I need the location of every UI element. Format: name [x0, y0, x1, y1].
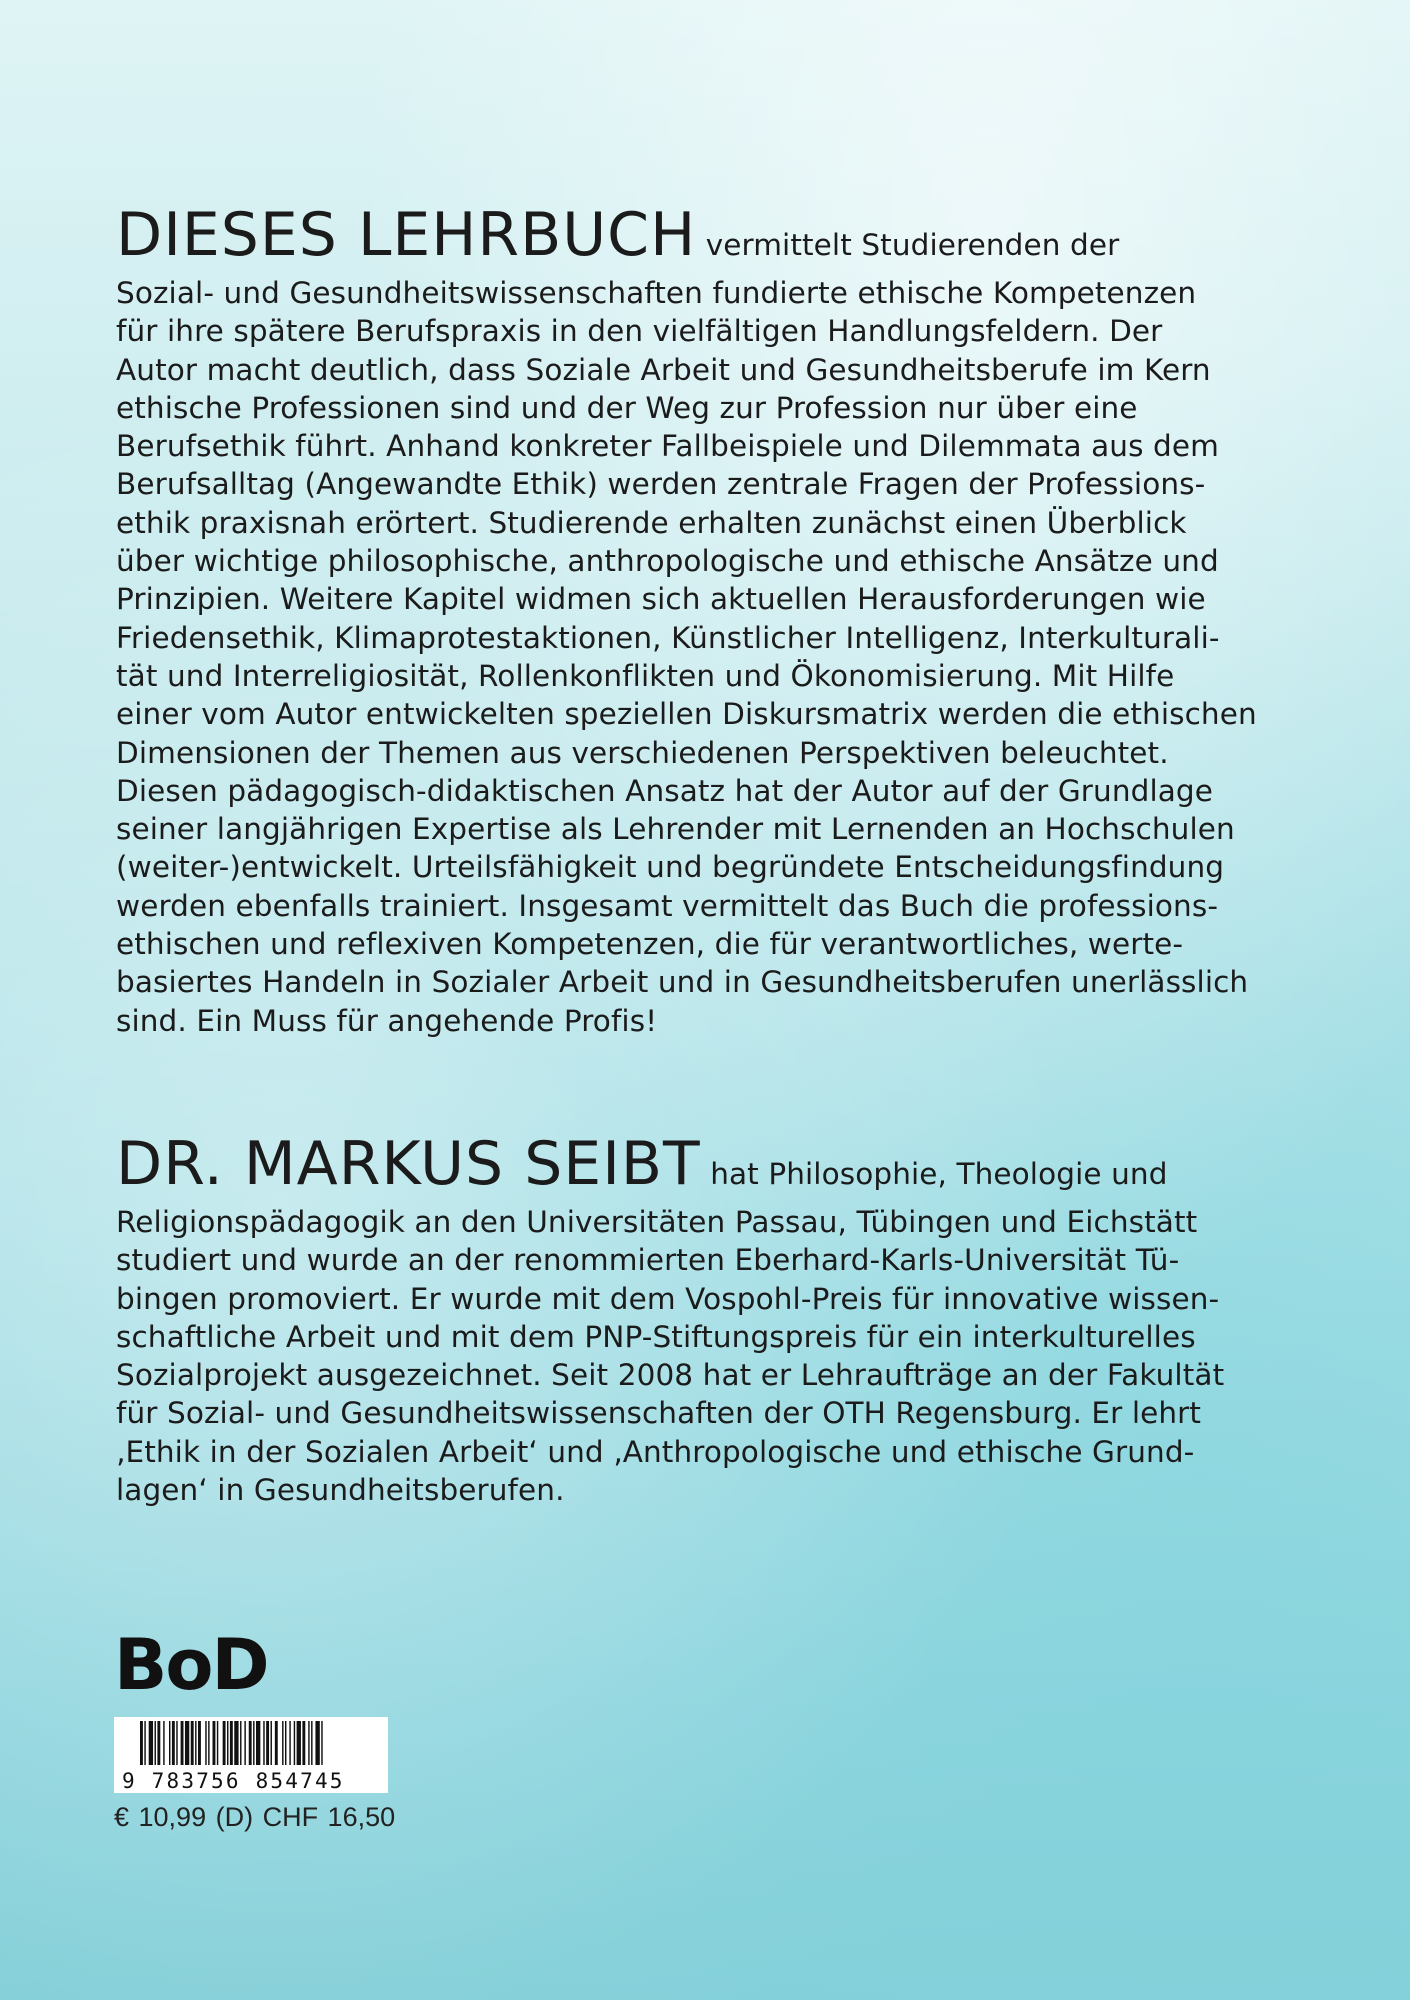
- blurb-line: ethik praxisnah erörtert. Studierende erhalten zunächst einen Überblick: [116, 505, 1187, 540]
- blurb-first-rest: vermittelt Studierenden der: [705, 228, 1120, 262]
- blurb-line: Berufsalltag (Angewandte Ethik) werden zentrale Fragen der Professions-: [116, 467, 1206, 502]
- author-line: studiert und wurde an der renommierten Eberhard-Karls-Universität Tü-: [116, 1243, 1180, 1278]
- author-line: ‚Ethik in der Sozialen Arbeit‘ und ‚Anthropologische und ethische Grund-: [116, 1434, 1195, 1469]
- isbn-barcode: [114, 1717, 388, 1793]
- blurb-line: Prinzipien. Weitere Kapitel widmen sich aktuellen Herausforderungen wie: [116, 582, 1206, 617]
- blurb-line: (weiter-)entwickelt. Urteilsfähigkeit und begründete Entscheidungsfindung: [116, 850, 1225, 885]
- publisher-logo: BoD: [114, 1624, 268, 1706]
- author-line: Sozialprojekt ausgezeichnet. Seit 2008 hat er Lehraufträge an der Fakultät: [116, 1358, 1225, 1393]
- blurb-line: Friedensethik, Klimaprotestaktionen, Künstlicher Intelligenz, Interkulturali-: [116, 620, 1220, 655]
- price-label: € 10,99 (D) CHF 16,50: [114, 1802, 396, 1832]
- blurb-line: über wichtige philosophische, anthropologische und ethische Ansätze und: [116, 544, 1219, 579]
- blurb-line: werden ebenfalls trainiert. Insgesamt vermittelt das Buch die professions-: [116, 888, 1219, 923]
- author-name: DR. MARKUS SEIBT: [116, 1129, 701, 1199]
- blurb-first-line: [116, 200, 1306, 274]
- blurb-line: basiertes Handeln in Sozialer Arbeit und in Gesundheitsberufen unerlässlich: [116, 965, 1249, 1000]
- author-bio: [116, 1129, 1306, 1509]
- author-line: bingen promoviert. Er wurde mit dem Vospohl-Preis für innovative wissen-: [116, 1281, 1220, 1316]
- blurb-line: für ihre spätere Berufspraxis in den vielfältigen Handlungsfeldern. Der: [116, 314, 1163, 349]
- blurb-line: Sozial- und Gesundheitswissenschaften fundierte ethische Kompetenzen: [116, 276, 1197, 310]
- isbn-number: 9 783756 854745: [122, 1769, 345, 1793]
- blurb-line: Dimensionen der Themen aus verschiedenen Perspektiven beleuchtet.: [116, 735, 1169, 770]
- blurb-line: Diesen pädagogisch-didaktischen Ansatz hat der Autor auf der Grundlage: [116, 773, 1213, 808]
- blurb-text: [116, 200, 1306, 1040]
- blurb-line: Berufsethik führt. Anhand konkreter Fallbeispiele und Dilemmata aus dem: [116, 429, 1219, 464]
- blurb-line: einer vom Autor entwickelten speziellen Diskursmatrix werden die ethischen: [116, 697, 1257, 732]
- author-line: Religionspädagogik an den Universitäten Passau, Tübingen und Eichstätt: [116, 1205, 1198, 1239]
- blurb-line: sind. Ein Muss für angehende Profis!: [116, 1003, 658, 1038]
- author-first-line: [116, 1129, 1306, 1203]
- author-line: lagen‘ in Gesundheitsberufen.: [116, 1473, 565, 1508]
- blurb-line: seiner langjährigen Expertise als Lehrender mit Lernenden an Hochschulen: [116, 812, 1235, 847]
- barcode-bars-icon: [114, 1721, 388, 1769]
- blurb-line: tät und Interreligiosität, Rollenkonflikten und Ökonomisierung. Mit Hilfe: [116, 658, 1175, 693]
- blurb-lead: DIESES LEHRBUCH: [116, 200, 697, 270]
- author-line: für Sozial- und Gesundheitswissenschaften der OTH Regensburg. Er lehrt: [116, 1396, 1202, 1431]
- blurb-line: ethischen und reflexiven Kompetenzen, die für verantwortliches, werte-: [116, 927, 1184, 962]
- author-line: schaftliche Arbeit und mit dem PNP-Stiftungspreis für ein interkulturelles: [116, 1319, 1196, 1354]
- blurb-line: ethische Professionen sind und der Weg zur Profession nur über eine: [116, 390, 1138, 425]
- blurb-line: Autor macht deutlich, dass Soziale Arbeit und Gesundheitsberufe im Kern: [116, 352, 1211, 387]
- author-first-rest: hat Philosophie, Theologie und: [710, 1157, 1168, 1191]
